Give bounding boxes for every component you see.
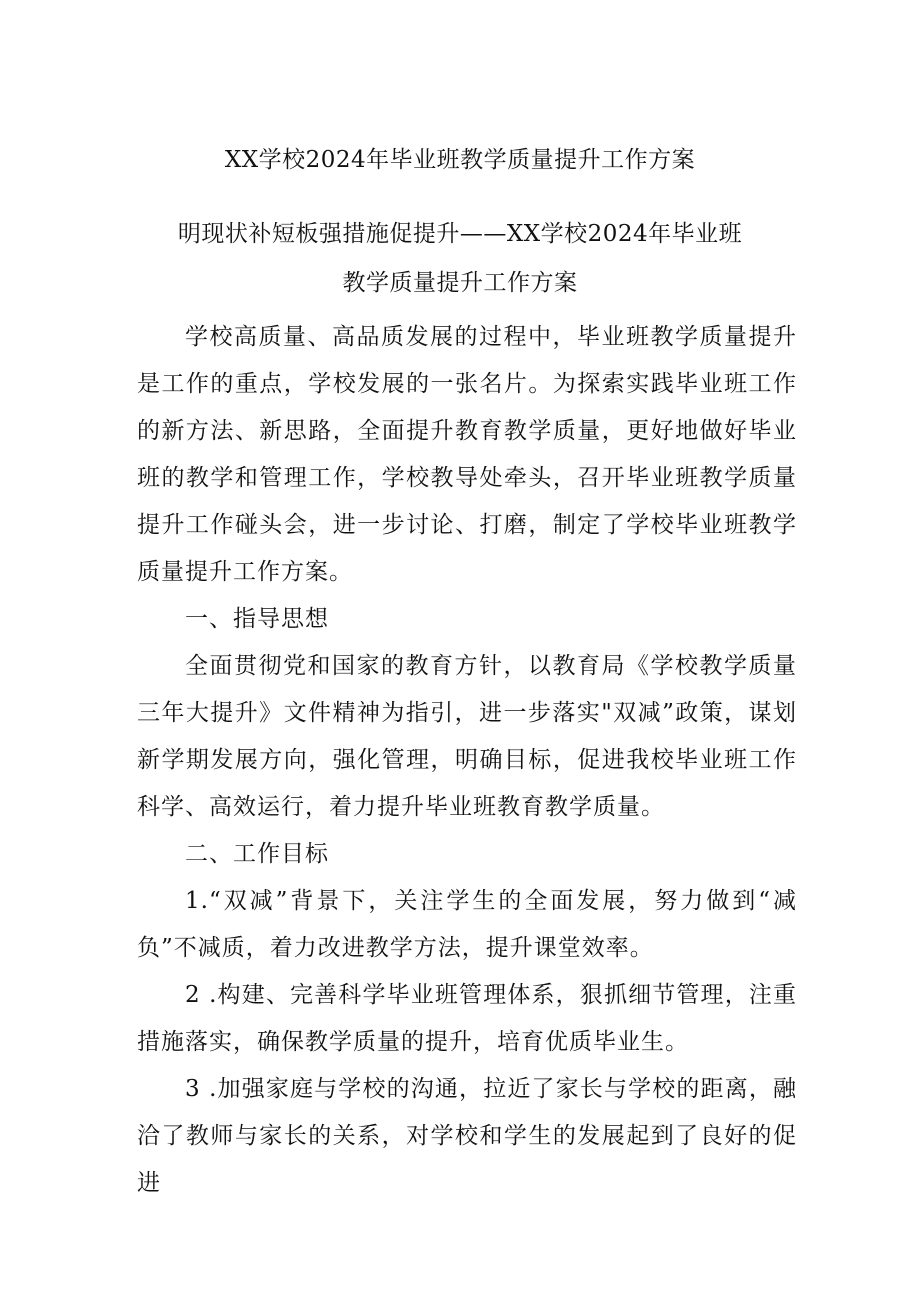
guiding-thought-paragraph: 全面贯彻党和国家的教育方针，以教育局《学校教学质量三年大提升》文件精神为指引，进一步落实"双减”政策，谋划新学期发展方向，强化管理，明确目标，促进我校毕业班工作科学、高效运行，着力提升毕业班教育教学质量。 <box>137 653 797 820</box>
goal-item-1: 1.“双减”背景下，关注学生的全面发展，努力做到“减负”不减质，着力改进教学方法，提升课堂效率。 <box>137 888 797 961</box>
document-body <box>137 314 797 1207</box>
document-subtitle-line-2: 教学质量提升工作方案 <box>342 270 578 296</box>
intro-paragraph: 学校高质量、高品质发展的过程中，毕业班教学质量提升是工作的重点，学校发展的一张名片。为探索实践毕业班工作的新方法、新思路，全面提升教育教学质量，更好地做好毕业班的教学和管理工作，学校教导处牵头，召开毕业班教学质量提升工作碰头会，进一步讨论、打磨，制定了学校毕业班教学质量提升工作方案。 <box>137 324 797 585</box>
goal-item-2: 2 .构建、完善科学毕业班管理体系，狠抓细节管理，注重措施落实，确保教学质量的提升，培育优质毕业生。 <box>137 982 797 1055</box>
document-title: XX学校2024年毕业班教学质量提升工作方案 <box>224 147 696 173</box>
section-heading-work-goals: 二、工作目标 <box>185 841 329 867</box>
section-heading-guiding-thought: 一、指导思想 <box>185 606 329 632</box>
goal-item-3: 3 .加强家庭与学校的沟通，拉近了家长与学校的距离，融洽了教师与家长的关系，对学校和学生的发展起到了良好的促进 <box>137 1076 797 1196</box>
document-subtitle-line-1: 明现状补短板强措施促提升——XX学校2024年毕业班 <box>177 221 743 247</box>
